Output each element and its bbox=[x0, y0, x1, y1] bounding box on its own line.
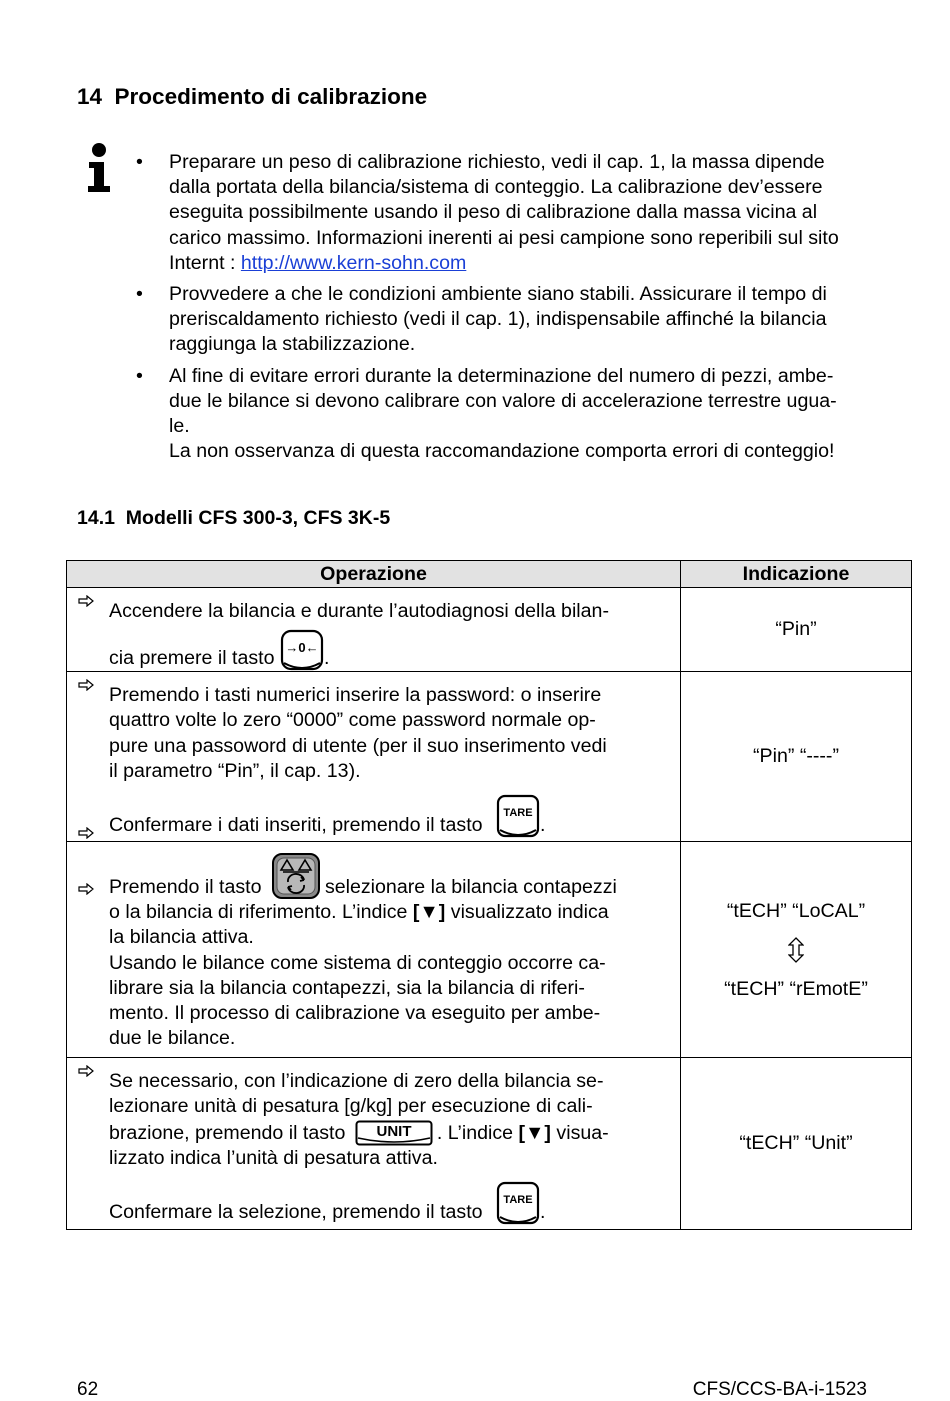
svg-text:TARE: TARE bbox=[503, 807, 533, 820]
info-icon bbox=[84, 142, 114, 194]
table-row bbox=[67, 588, 912, 672]
unit-key-icon bbox=[355, 1120, 433, 1146]
page-number: 62 bbox=[77, 1379, 99, 1400]
indication-cell: “tECH” “Unit” bbox=[681, 1058, 912, 1230]
info-bullet-list bbox=[136, 150, 921, 470]
bullet-item: • Al fine di evitare errori durante la determinazione del numero di pezzi, ambe- due le bilance si devono calibrare con valore di accelerazione terrestre ugua- le. La non osservanza di questa raccomandazione comporta errori di conteggio! bbox=[136, 364, 837, 463]
step-arrow-icon bbox=[78, 820, 94, 839]
table-header-row bbox=[67, 561, 912, 588]
up-down-arrow-icon bbox=[788, 937, 804, 963]
table-row bbox=[67, 1058, 912, 1230]
active-indicator-symbol: [▼] bbox=[518, 1121, 551, 1144]
tare-key-icon bbox=[496, 1181, 540, 1225]
bullet-item: • Provvedere a che le condizioni ambiente siano stabili. Assicurare il tempo di preriscaldamento richiesto (vedi il cap. 1), indispensabile affinché la bilancia raggiunga la stabilizzazione. bbox=[136, 283, 827, 356]
document-id: CFS/CCS-BA-i-1523 bbox=[692, 1379, 867, 1400]
indication-cell: “tECH” “LoCAL” “tECH” “rEmotE” bbox=[681, 842, 912, 1058]
step-arrow-icon bbox=[78, 876, 94, 895]
bullet-item: • Preparare un peso di calibrazione richiesto, vedi il cap. 1, la massa dipende dalla portata della bilancia/sistema di conteggio. La calibrazione dev’essere eseguita possibilmente usando il peso di calibrazione dalla massa vicina al carico massimo. Informazioni inerenti ai pesi campione sono reperibili sul sito Internt : http://www.kern-sohn.com bbox=[136, 151, 839, 274]
step-arrow-icon bbox=[78, 1058, 94, 1077]
step-arrow-icon bbox=[78, 672, 94, 691]
scale-switch-key-icon bbox=[271, 852, 321, 900]
table-row bbox=[67, 842, 912, 1058]
table-row bbox=[67, 672, 912, 842]
operation-cell: Accendere la bilancia e durante l’autodiagnosi della bilan- cia premere il tasto →0← . bbox=[67, 588, 681, 672]
operation-cell: Premendo il tasto selezionare la bilancia contapezzi o la bilancia di riferimento. L’indice [▼] visualizzato indica la bilancia attiva. Usando le bilance come sistema di conteggio occorre ca- librare sia la bilancia contapezzi, sia la bilancia di riferi- mento. Il processo di calibrazione va eseguito per ambe- due le bilance. bbox=[67, 842, 681, 1058]
svg-text:TARE: TARE bbox=[503, 1193, 533, 1206]
kern-sohn-link[interactable]: http://www.kern-sohn.com bbox=[240, 251, 467, 274]
svg-text:UNIT: UNIT bbox=[376, 1122, 412, 1140]
indication-cell: “Pin” bbox=[681, 588, 912, 672]
header-indicazione: Indicazione bbox=[681, 561, 912, 588]
subsection-heading: 14.1 Modelli CFS 300-3, CFS 3K-5 bbox=[77, 507, 391, 529]
section-heading: 14 Procedimento di calibrazione bbox=[77, 84, 428, 109]
zero-key-icon bbox=[280, 629, 324, 671]
header-operazione: Operazione bbox=[67, 561, 681, 588]
operation-cell: Se necessario, con l’indicazione di zero della bilancia se- lezionare unità di pesatura [g/kg] per esecuzione di cali- brazione, premendo il tasto UNIT . L’indice [▼] visua- lizzato indica l’unità di pesatura attiva. Confermare la selezione, premendo il tasto TARE . bbox=[67, 1058, 681, 1230]
svg-text:→0←: →0← bbox=[285, 640, 319, 656]
active-indicator-symbol: [▼] bbox=[412, 901, 446, 924]
step-arrow-icon bbox=[78, 588, 94, 607]
tare-key-icon bbox=[496, 794, 540, 838]
operation-cell: Premendo i tasti numerici inserire la password: o inserire quattro volte lo zero “0000” come password normale op- pure una passoword di utente (per il suo inserimento vedi il parametro “Pin”, il cap. 13). Confermare i dati inseriti, premendo il tasto TARE . bbox=[67, 672, 681, 842]
calibration-table bbox=[66, 560, 912, 1230]
indication-cell: “Pin” “----” bbox=[681, 672, 912, 842]
